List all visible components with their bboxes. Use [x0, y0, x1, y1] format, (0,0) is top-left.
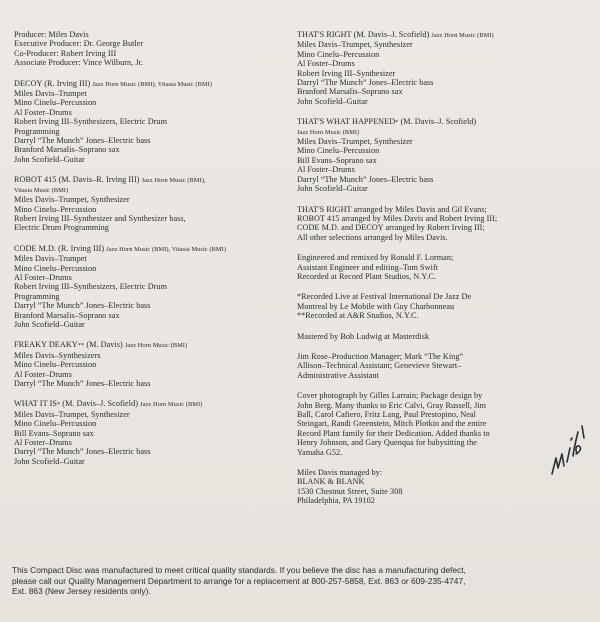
mastering-line: Mastered by Bob Ludwig at Masterdisk [297, 331, 430, 341]
staff-line: Administrative Assistant [297, 370, 379, 380]
track-heading [14, 244, 282, 254]
personnel-line: Darryl “The Munch” Jones–Electric bass [14, 379, 151, 388]
signature-miles [540, 418, 590, 478]
track-title: THAT'S WHAT HAPPENED [297, 117, 396, 127]
personnel-line: Bill Evans–Soprano sax [297, 155, 377, 165]
personnel-line: Darryl “The Munch” Jones–Electric bass [14, 447, 151, 457]
track-heading [14, 79, 282, 89]
personnel-line: Miles Davis–Trumpet [14, 254, 87, 264]
personnel-line: Miles Davis–Trumpet, Synthesizer [14, 195, 130, 205]
co-producer-line: Co-Producer: Robert Irving III [14, 48, 117, 58]
track-publisher: Jazz Horn Music (BMI) [124, 342, 188, 350]
personnel-line: Mino Cinelu–Percussion [14, 360, 97, 370]
arrangement-credits [297, 205, 569, 243]
personnel-line: Branford Marsalis–Soprano sax [297, 87, 403, 97]
quality-notice-line: This Compact Disc was manufactured to meet critical quality standards. If you believe the disc has a manufacturing defect, [12, 565, 466, 575]
personnel-line: Mino Cinelu–Percussion [14, 204, 97, 214]
personnel-line: Miles Davis–Trumpet, Synthesizer [297, 137, 413, 147]
quality-notice-line: Ext. 863 (New Jersey residents only). [12, 586, 151, 597]
personnel-line: John Scofield–Guitar [14, 154, 85, 164]
track-code-md [14, 244, 282, 330]
track-heading [14, 399, 282, 409]
right-column [297, 30, 569, 513]
personnel-line: Al Foster–Drums [14, 438, 72, 448]
arrangement-line: ROBOT 415 arranged by Miles Davis and Robert Irving III; [297, 213, 498, 223]
mastering-credit [297, 332, 569, 341]
personnel-line: Al Foster–Drums [297, 165, 355, 175]
personnel-line: Programming [14, 126, 60, 136]
recording-note-line: Montreal by Le Mobile with Guy Charbonneau [297, 301, 455, 311]
track-heading [297, 30, 569, 40]
personnel-line: Robert Irving III–Synthesizers, Electric Drum [14, 117, 167, 127]
track-writer: (R. Irving III) [42, 78, 93, 88]
track-freaky-deaky [14, 340, 282, 388]
quality-notice [12, 565, 587, 597]
track-heading [297, 117, 569, 127]
track-publisher: Jazz Horn Music (BMI) [431, 32, 494, 39]
management-address [297, 468, 569, 506]
producer-line: Producer: Miles Davis [14, 30, 89, 39]
recording-notes [297, 292, 569, 320]
engineering-line: Recorded at Record Plant Studios, N.Y.C. [297, 271, 436, 281]
management-line: Miles Davis managed by: [297, 468, 383, 478]
track-writer: (M. Davis–J. Scofield) [398, 117, 477, 127]
staff-line: Allison–Technical Assistant; Genevieve Stewart– [297, 361, 462, 371]
track-what-it-is [14, 399, 282, 466]
personnel-line: Miles Davis–Trumpet, Synthesizer [297, 40, 413, 50]
personnel-line: Mino Cinelu–Percussion [14, 419, 97, 429]
thanks-line: Henry Johnson, and Gary Quenqua for babysitting the [297, 438, 477, 448]
personnel-line: Darryl “The Munch” Jones–Electric bass [14, 136, 151, 146]
personnel-line: Branford Marsalis–Soprano sax [14, 145, 120, 155]
personnel-line: Darryl “The Munch” Jones–Electric bass [297, 78, 434, 88]
staff-line: Jim Rose–Production Manager; Mark “The King” [297, 351, 464, 361]
personnel-line: Al Foster–Drums [14, 107, 72, 117]
arrangement-line: All other selections arranged by Miles Davis. [297, 232, 448, 242]
personnel-line: Bill Evans–Soprano sax [14, 428, 94, 438]
associate-producer-line: Associate Producer: Vince Wilburn, Jr. [14, 58, 144, 68]
management-line: BLANK & BLANK [297, 477, 365, 487]
executive-producer-line: Executive Producer: Dr. George Butler [14, 39, 144, 49]
track-title: DECOY [14, 78, 43, 88]
track-robot-415 [14, 175, 282, 232]
personnel-line: Robert Irving III–Synthesizer [297, 68, 396, 78]
personnel-line: Mino Cinelu–Percussion [14, 98, 97, 108]
engineering-line: Engineered and remixed by Ronald F. Lorman; [297, 253, 454, 263]
track-publisher: Jazz Horn Music (BMI), [141, 177, 206, 185]
thanks-line: John Berg. Many thanks to Eric Calvi, Gray Russell, Jim [297, 400, 487, 410]
engineering-credits [297, 253, 569, 281]
management-line: Philadelphia, PA 19102 [297, 496, 375, 506]
track-publisher: Jazz Horn Music (BMI), Vitasia Music (BMI) [106, 245, 226, 253]
personnel-line: Mino Cinelu–Percussion [297, 49, 380, 59]
quality-notice-line: please call our Quality Management Department to arrange for a replacement at 800-257-5858, Ext. 863 or 609-235-4747, [12, 575, 466, 586]
thanks-line: Yamaha G52. [297, 447, 343, 457]
track-title: THAT'S RIGHT [297, 30, 352, 39]
arrangement-line: THAT'S RIGHT arranged by Miles Davis and Gil Evans; [297, 204, 487, 214]
track-title: WHAT IT IS [14, 399, 57, 409]
thanks-line: Cover photograph by Gilles Larrain; Package design by [297, 391, 483, 401]
personnel-line: Robert Irving III–Synthesizers, Electric Drum [14, 282, 167, 292]
personnel-line: Mino Cinelu–Percussion [14, 263, 97, 273]
track-writer: (M. Davis–R. Irving III) [56, 175, 142, 185]
thanks-line: Ball, Carol Cafiero, Fritz Lang, Paul Prestopino, Neal [297, 410, 476, 419]
producer-credits [14, 30, 282, 68]
personnel-line: Programming [14, 291, 60, 301]
personnel-line: Miles Davis–Trumpet, Synthesizer [14, 409, 130, 419]
track-heading [14, 340, 282, 350]
design-and-thanks [297, 391, 569, 457]
track-title: CODE M.D. [14, 243, 57, 253]
track-decoy [14, 79, 282, 165]
track-mark: ** [77, 342, 85, 350]
track-writer: (M. Davis) [84, 340, 125, 350]
thanks-line: Steingart, Randi Greenstein, Mitch Plotkin and the entire [297, 419, 487, 429]
recording-note-line: *Recorded Live at Festival International De Jazz De [297, 292, 472, 302]
track-publisher: Jazz Horn Music (BMI) [140, 401, 203, 409]
personnel-line: Darryl “The Munch” Jones–Electric bass [297, 174, 434, 184]
track-heading [14, 175, 282, 185]
engineering-line: Assistant Engineer and editing–Tom Swift [297, 262, 439, 272]
thanks-line: Record Plant family for their Dedication. Added thanks to [297, 428, 490, 438]
track-writer: (M. Davis–J. Scofield) [351, 30, 432, 39]
track-writer: (R. Irving III) [56, 243, 107, 253]
track-mark: * [56, 401, 61, 409]
track-publisher-continued: Vitasia Music (BMI) [14, 186, 69, 194]
personnel-line: John Scofield–Guitar [14, 319, 85, 329]
track-writer: (M. Davis–J. Scofield) [60, 399, 141, 409]
personnel-line: Robert Irving III–Synthesizer and Synthesizer bass, [14, 213, 186, 223]
track-thats-what-happened [297, 117, 569, 193]
recording-note-line: **Recorded at A&R Studios, N.Y.C. [297, 311, 419, 321]
personnel-line: John Scofield–Guitar [14, 456, 85, 466]
track-title: ROBOT 415 [14, 175, 57, 185]
personnel-line: Al Foster–Drums [14, 369, 72, 379]
track-thats-right [297, 30, 569, 106]
management-line: 1530 Chestnut Street, Suite 308 [297, 486, 403, 496]
track-publisher: Jazz Horn Music (BMI) [297, 128, 360, 136]
personnel-line: Branford Marsalis–Soprano sax [14, 310, 120, 320]
personnel-line: Darryl “The Munch” Jones–Electric bass [14, 301, 151, 311]
personnel-line: Miles Davis–Synthesizers [14, 350, 101, 360]
personnel-line: John Scofield–Guitar [297, 96, 368, 106]
personnel-line: Electric Drum Programming [14, 223, 109, 233]
personnel-line: Miles Davis–Trumpet [14, 89, 87, 99]
track-publisher: Jazz Horn Music (BMI), Vitasia Music (BMI) [92, 80, 212, 88]
arrangement-line: CODE M.D. and DECOY arranged by Robert Irving III; [297, 223, 485, 233]
personnel-line: Mino Cinelu–Percussion [297, 146, 380, 156]
personnel-line: John Scofield–Guitar [297, 184, 368, 194]
left-column [14, 30, 282, 474]
staff-credits [297, 352, 569, 380]
track-mark: * [395, 119, 399, 127]
track-title: FREAKY DEAKY [14, 340, 78, 350]
personnel-line: Al Foster–Drums [14, 272, 72, 282]
personnel-line: Al Foster–Drums [297, 59, 355, 69]
